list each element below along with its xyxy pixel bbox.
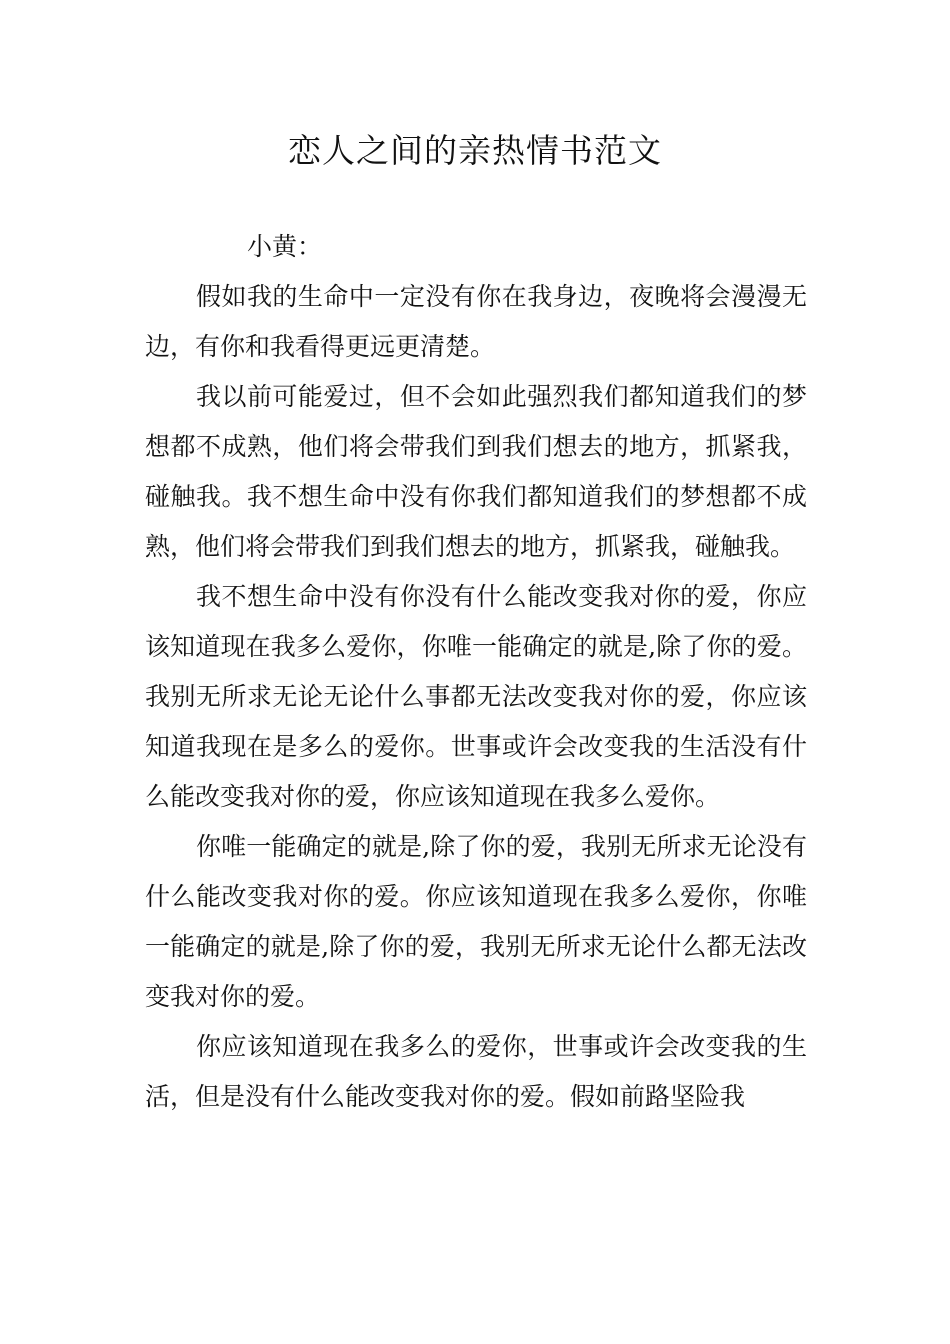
paragraph-3: 我不想生命中没有你没有什么能改变我对你的爱，你应该知道现在我多么爱你，你唯一能确定的就是,除了你的爱。我别无所求无论无论什么事都无法改变我对你的爱，你应该知道我现在是多么的爱你。世事或许会改变我的生活没有什么能改变我对你的爱，你应该知道现在我多么爱你。 [145,582,807,811]
paragraph-2: 我以前可能爱过，但不会如此强烈我们都知道我们的梦想都不成熟，他们将会带我们到我们想去的地方，抓紧我，碰触我。我不想生命中没有你我们都知道我们的梦想都不成熟，他们将会带我们到我们想去的地方，抓紧我，碰触我。 [145,382,807,561]
salutation: 小黄： [247,232,323,261]
document-title: 恋人之间的亲热情书范文 [288,131,662,170]
document-body [145,222,807,1122]
paragraph-4: 你唯一能确定的就是,除了你的爱，我别无所求无论没有什么能改变我对你的爱。你应该知道现在我多么爱你，你唯一能确定的就是,除了你的爱，我别无所求无论什么都无法改变我对你的爱。 [145,832,807,1011]
paragraph-1: 假如我的生命中一定没有你在我身边，夜晚将会漫漫无边，有你和我看得更远更清楚。 [145,282,807,361]
paragraph-5: 你应该知道现在我多么的爱你，世事或许会改变我的生活，但是没有什么能改变我对你的爱。假如前路坚险我 [145,1032,807,1111]
